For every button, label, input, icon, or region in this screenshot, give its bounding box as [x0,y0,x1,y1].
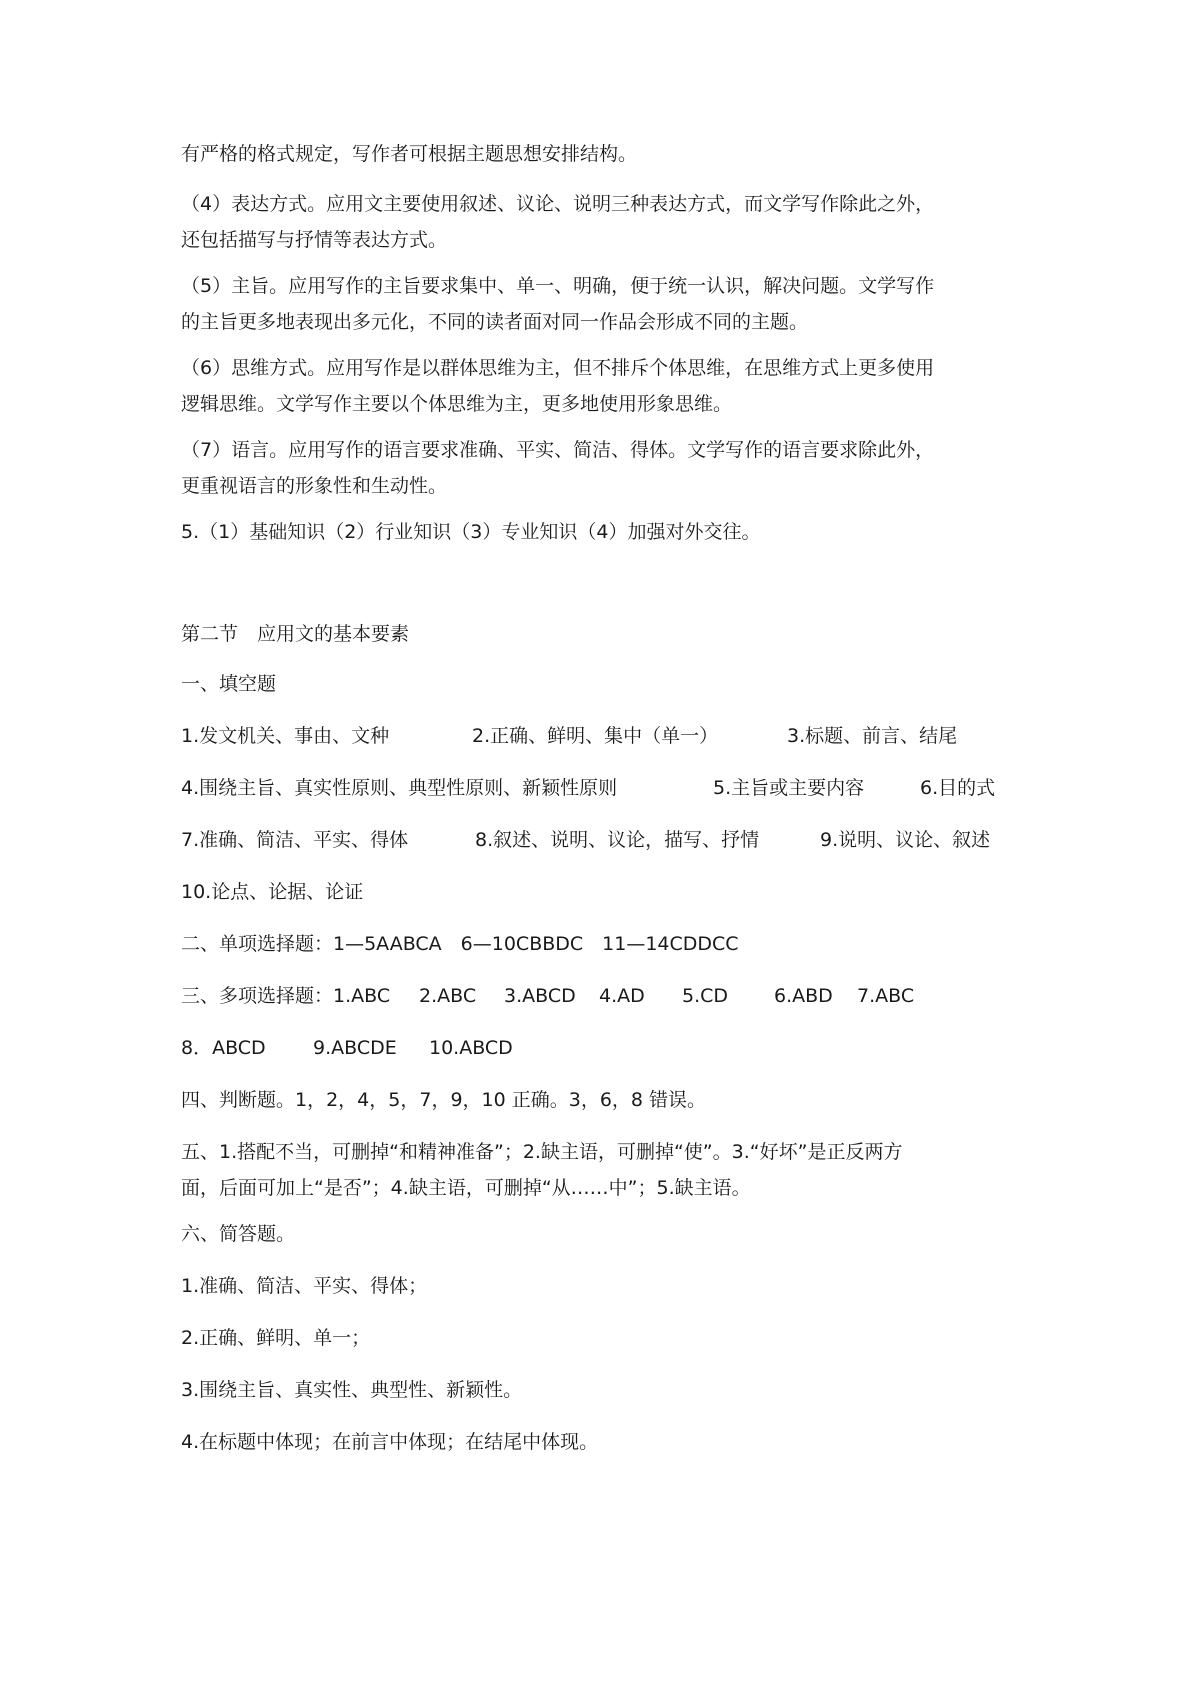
text-line: 还包括描写与抒情等表达方式。 [181,229,448,251]
paragraph-structure-end [181,136,1011,172]
text-line: 有严格的格式规定，写作者可根据主题思想安排结构。 [181,143,638,165]
answer-item: 4.围绕主旨、真实性原则、典型性原则、新颖性原则 [181,777,618,799]
answer-item: 10.ABCD [429,1037,513,1059]
short-answer-4 [181,1424,1011,1460]
paragraph-expression [181,186,1011,258]
judge-answers [181,1082,1011,1118]
question-heading: 六、简答题。 [181,1223,296,1245]
fill-blank-heading [181,666,1011,702]
answer-item: 三、多项选择题：1.ABC [181,985,391,1007]
question-heading: 一、填空题 [181,673,277,695]
text-line: （7）语言。应用写作的语言要求准确、平实、简洁、得体。文学写作的语言要求除此外， [181,439,935,461]
fill-blank-row-1 [181,718,1011,754]
answer-item: 4.AD [599,985,645,1007]
answer-item: 5.主旨或主要内容 [713,777,865,799]
text-line: 5.（1）基础知识（2）行业知识（3）专业知识（4）加强对外交往。 [181,521,761,543]
answer-item: 8.叙述、说明、议论，描写、抒情 [475,829,760,851]
multi-choice-row-2 [181,1030,1011,1066]
short-answer-3 [181,1372,1011,1408]
multi-choice-row-1 [181,978,1011,1014]
paragraph-thinking [181,350,1011,422]
text-line: 1.准确、简洁、平实、得体； [181,1275,428,1297]
text-line: 更重视语言的形象性和生动性。 [181,475,448,497]
answer-5 [181,514,1011,550]
single-choice-answers [181,926,1011,962]
text-line: 3.围绕主旨、真实性、典型性、新颖性。 [181,1379,523,1401]
text-line: （5）主旨。应用写作的主旨要求集中、单一、明确，便于统一认识，解决问题。文学写作 [181,275,935,297]
answer-item: 9.ABCDE [313,1037,397,1059]
answer-item: 7.准确、简洁、平实、得体 [181,829,409,851]
answer-item: 9.说明、议论、叙述 [820,829,991,851]
short-answer-2 [181,1320,1011,1356]
text-line: 4.在标题中体现；在前言中体现；在结尾中体现。 [181,1431,599,1453]
short-answer-1 [181,1268,1011,1304]
text-line: 面，后面可加上“是否”；4.缺主语，可删掉“从……中”；5.缺主语。 [181,1177,751,1199]
paragraph-theme [181,268,1011,340]
fill-blank-row-3 [181,822,1011,858]
answer-item: 7.ABC [857,985,915,1007]
correction-answers [181,1134,1011,1206]
answer-item: 3.ABCD [504,985,576,1007]
answer-item: 6.ABD [774,985,833,1007]
answer-item: 1.发文机关、事由、文种 [181,725,390,747]
answer-item: 2.ABC [419,985,477,1007]
answer-item: 3.标题、前言、结尾 [787,725,958,747]
text-line: 2.正确、鲜明、单一； [181,1327,371,1349]
text-line: 逻辑思维。文学写作主要以个体思维为主，更多地使用形象思维。 [181,393,733,415]
text-line: （4）表达方式。应用文主要使用叙述、议论、说明三种表达方式，而文学写作除此之外， [181,193,935,215]
answer-item: 6.目的式 [920,777,996,799]
text-line: 的主旨更多地表现出多元化，不同的读者面对同一作品会形成不同的主题。 [181,311,809,333]
short-answer-heading [181,1216,1011,1252]
section-title [181,616,1011,652]
answer-item: 10.论点、论据、论证 [181,881,364,903]
section-heading: 第二节 应用文的基本要素 [181,623,410,645]
answer-item: 8．ABCD [181,1037,266,1059]
text-line: 五、1.搭配不当，可删掉“和精神准备”；2.缺主语，可删掉“使”。3.“好坏”是正反两方 [181,1141,903,1163]
answer-item: 5.CD [682,985,729,1007]
text-line: （6）思维方式。应用写作是以群体思维为主，但不排斥个体思维，在思维方式上更多使用 [181,357,935,379]
text-line: 四、判断题。1，2，4，5，7，9，10 正确。3，6，8 错误。 [181,1089,707,1111]
answer-item: 2.正确、鲜明、集中（单一） [472,725,719,747]
fill-blank-row-4 [181,874,1011,910]
text-line: 二、单项选择题：1—5AABCA 6—10CBBDC 11—14CDDCC [181,933,739,955]
fill-blank-row-2 [181,770,1011,806]
paragraph-language [181,432,1011,504]
